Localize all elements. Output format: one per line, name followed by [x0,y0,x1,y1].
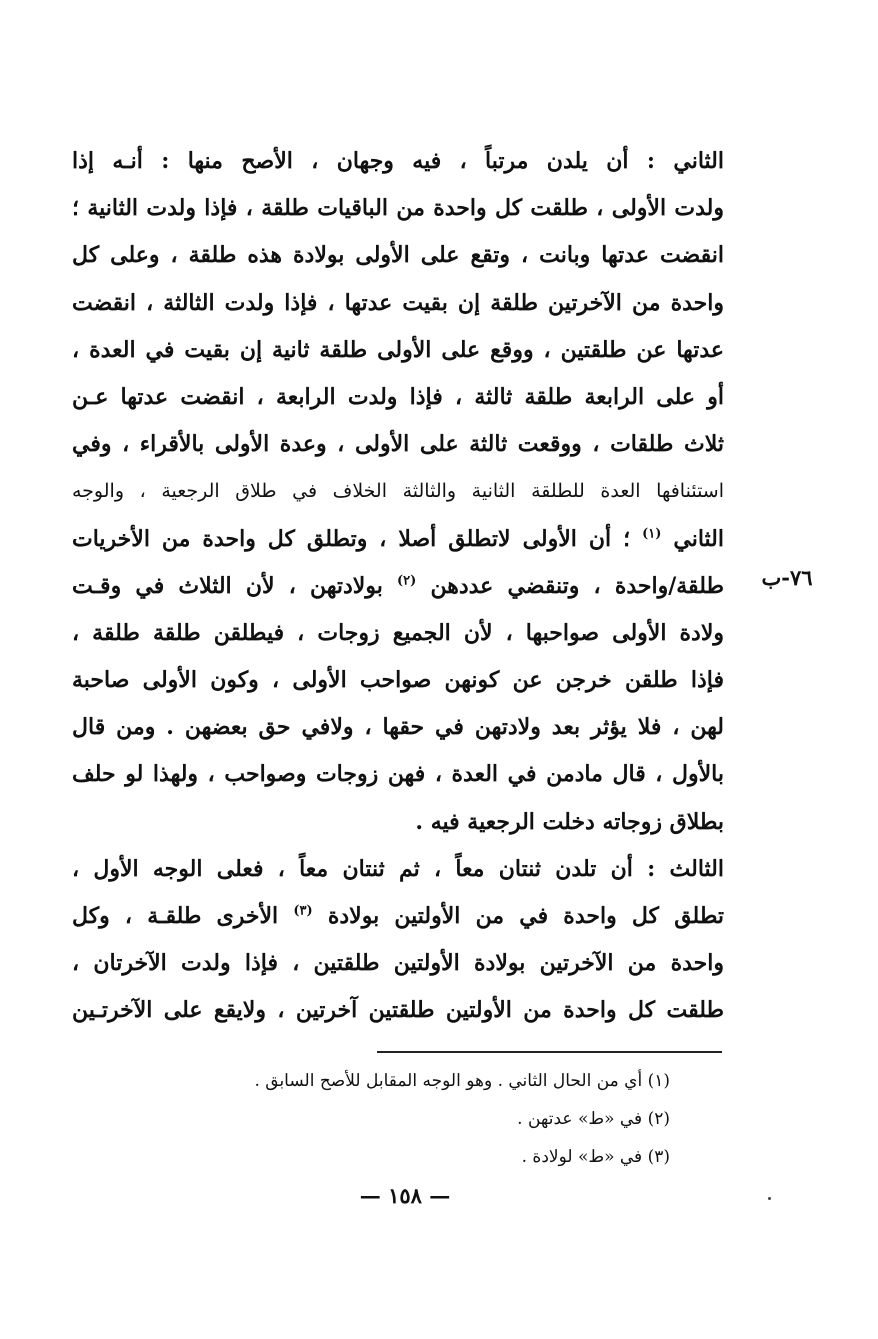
footnote-marker: (٢) [397,573,417,589]
footnote-marker: (١) [642,526,662,542]
text-line: بالأول ، قال مادمن في العدة ، فهن زوجات وصواحب ، ولهذا لو حلف [72,761,724,788]
line-text: تطلق كل واحدة في من الأولتين بولادة [327,903,724,929]
line-text: ؛ أن الأولى لاتطلق أصلا ، وتطلق كل واحدة من الأخريات [72,525,631,552]
footnote: (١) أي من الحال الثاني . وهو الوجه المقابل للأصح السابق . [254,1071,670,1091]
text-line: فإذا طلقن خرجن عن كونهن صواحب الأولى ، وكون الأولى صاحبة [72,667,724,694]
scan-speck [768,1197,771,1200]
line-text: بولادتهن ، لأن الثلاث في وقـت [72,572,383,599]
text-line: طلقت كل واحدة من الأولتين طلقتين آخرتين ، ولايقع على الآخرتـين [72,997,724,1024]
line-text: الثاني [673,525,724,552]
text-line: أو على الرابعة طلقة ثالثة ، فإذا ولدت الرابعة ، انقضت عدتها عـن [72,383,724,410]
line-text: الأخرى طلقـة ، وكل [72,903,279,929]
footnotes [200,1062,670,1176]
line-text: طلقة/واحدة ، وتنقضي عددهن [430,572,724,599]
text-line: ثلاث طلقات ، ووقعت ثالثة على الأولى ، وعدة الأولى بالأقراء ، وفي [72,431,724,458]
text-line: ولدت الأولى ، طلقت كل واحدة من الباقيات طلقة ، فإذا ولدت الثانية ؛ [72,195,724,222]
manuscript-folio-note: ٧٦-ب [761,565,813,590]
text-line: لهن ، فلا يؤثر بعد ولادتهن في حقها ، ولافي حق بعضهن . ومن قال [72,714,724,741]
page-number: — ١٥٨ — [359,1183,451,1208]
text-line: واحدة من الآخرتين بولادة الأولتين طلقتين ، فإذا ولدت الآخرتان ، [72,950,724,977]
text-line: عدتها عن طلقتين ، ووقع على الأولى طلقة ثانية إن بقيت في العدة ، [72,336,724,363]
footnote-divider [377,1051,722,1053]
text-line: انقضت عدتها وبانت ، وتقع على الأولى بولادة هذه طلقة ، وعلى كل [72,242,724,269]
main-text [72,138,724,1035]
footnote: (٣) في «ط» لولادة . [521,1147,670,1167]
text-line [72,516,724,563]
text-line: الثالث : أن تلدن ثنتان معاً ، ثم ثنتان معاً ، فعلى الوجه الأول ، [72,855,724,882]
text-line: استئنافها العدة للطلقة الثانية والثالثة الخلاف في طلاق الرجعية ، والوجه [72,480,724,503]
text-line: ولادة الأولى صواحبها ، لأن الجميع زوجات ، فيطلقن طلقة طلقة ، [72,619,724,646]
footnote: (٢) في «ط» عدتهن . [517,1109,670,1129]
text-line: بطلاق زوجاته دخلت الرجعية فيه . [415,808,724,835]
text-line: واحدة من الآخرتين طلقة إن بقيت عدتها ، فإذا ولدت الثالثة ، انقضت [72,289,724,316]
footnote-marker: (٣) [293,903,313,919]
text-line [72,563,724,610]
text-line: الثاني : أن يلدن مرتباً ، فيه وجهان ، الأصح منها : أنـه إذا [72,148,724,174]
text-line [72,893,724,940]
